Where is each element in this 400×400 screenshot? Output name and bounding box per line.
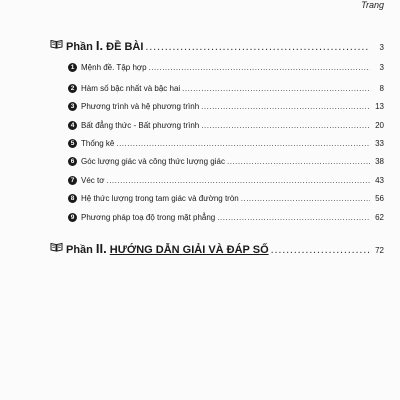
toc-item[interactable] [68, 63, 384, 72]
toc-item[interactable] [68, 121, 384, 130]
item-number-badge: 1 [68, 63, 77, 72]
item-number-badge: 6 [68, 157, 77, 166]
page-number: 43 [375, 176, 384, 185]
part-title: ĐỀ BÀI [106, 41, 144, 53]
dot-leader [271, 244, 370, 256]
dot-leader [217, 213, 370, 222]
dot-leader [116, 139, 370, 148]
toc-item[interactable] [68, 176, 384, 185]
toc-item[interactable] [68, 157, 384, 166]
open-book-icon [50, 39, 63, 52]
toc-item[interactable] [68, 84, 384, 93]
page-number: 20 [375, 121, 384, 130]
item-title: Phương pháp toạ độ trong mặt phẳng [81, 213, 216, 222]
dot-leader [149, 63, 370, 72]
item-number-badge: 3 [68, 102, 77, 111]
dot-leader [182, 84, 370, 93]
page-number: 38 [375, 157, 384, 166]
page-number: 8 [379, 84, 384, 93]
item-title: Hệ thức lượng trong tam giác và đường tròn [81, 194, 239, 203]
open-book-icon [50, 242, 63, 255]
dot-leader [145, 41, 370, 53]
toc-part-2[interactable] [50, 241, 384, 256]
part-title: HƯỚNG DẪN GIẢI VÀ ĐÁP SỐ [109, 244, 269, 256]
dot-leader [201, 102, 370, 111]
page-number: 62 [375, 213, 384, 222]
part-numeral: I. [95, 38, 104, 53]
part-numeral: II. [95, 241, 107, 256]
part-word: Phần [66, 41, 93, 53]
dot-leader [241, 194, 370, 203]
toc-part-1[interactable] [50, 38, 384, 53]
item-number-badge: 2 [68, 84, 77, 93]
page-number: 72 [375, 246, 384, 255]
page-column-label: Trang [361, 0, 384, 10]
item-title: Hàm số bậc nhất và bậc hai [81, 84, 181, 93]
page-number: 33 [375, 139, 384, 148]
item-title: Véc tơ [81, 176, 105, 185]
page-number: 13 [375, 102, 384, 111]
part-word: Phần [66, 244, 93, 256]
item-title: Góc lượng giác và công thức lượng giác [81, 157, 225, 166]
page-number: 3 [379, 43, 384, 52]
page-number: 56 [375, 194, 384, 203]
item-title: Bất đẳng thức - Bất phương trình [81, 121, 200, 130]
dot-leader [106, 176, 370, 185]
item-number-badge: 4 [68, 121, 77, 130]
item-title: Mệnh đề. Tập hợp [81, 63, 147, 72]
item-number-badge: 9 [68, 213, 77, 222]
item-number-badge: 7 [68, 176, 77, 185]
dot-leader [201, 121, 370, 130]
item-number-badge: 8 [68, 194, 77, 203]
toc-item[interactable] [68, 102, 384, 111]
item-title: Thống kê [81, 139, 115, 148]
item-number-badge: 5 [68, 139, 77, 148]
item-title: Phương trình và hệ phương trình [81, 102, 200, 111]
toc-item[interactable] [68, 194, 384, 203]
dot-leader [227, 157, 370, 166]
toc-item[interactable] [68, 213, 384, 222]
toc-item[interactable] [68, 139, 384, 148]
page-number: 3 [379, 63, 384, 72]
